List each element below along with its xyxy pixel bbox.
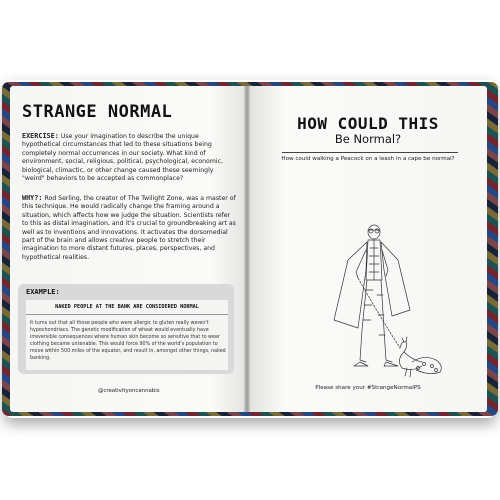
prompt-subtitle: Be Normal? (334, 132, 402, 146)
exercise-label: EXERCISE: (22, 132, 59, 140)
prompt-question: How could walking a Peacock on a leash in a cape be normal? (281, 156, 455, 162)
why-label: WHY?: (22, 194, 43, 202)
man-with-peacock-illustration (312, 220, 452, 380)
social-handle: @creativityoncannabis (98, 388, 160, 394)
why-text: Rod Serling, the creator of The Twilight Zone, was a master of this technique. He would radically change the framing around a situation, which affects how we judge the situation. Scientists refer to this as distal imagination, and it's crucial to groundbreaking art as well as to inventions and innovations. It activates the dorsomedial part of the brain and allows creative people to stretch their imagination to more distant futures, places, perspectives, and hypothetical realities. (22, 195, 236, 261)
example-text: It turns out that all those people who were allergic to gluten really weren't hypochondriacs. The genetic modification of wheat would eventually have irreversible consequences where human skin become so sensitive that to wear clothing became untenable. This would force 90% of the world's population to move within 500 miles of the equator, and result in, amongst other things, naked banking. (30, 321, 226, 361)
prompt-title: HOW COULD THIS (297, 114, 439, 133)
share-hashtag: Please share your #StrangeNormalPS (315, 385, 421, 391)
why-paragraph (22, 194, 238, 262)
exercise-text: Use your imagination to describe the unique hypothetical circumstances that led to these situations being completely normal occurrences in our society. What kind of environment, social, religious, political, psychological, economic, biological, climactic, or other change caused these seemingly "weird" behaviors to be accepted as commonplace? (22, 133, 223, 183)
exercise-paragraph (22, 132, 238, 183)
title-divider (282, 152, 458, 153)
example-divider (26, 314, 228, 315)
example-heading: NAKED PEOPLE AT THE BANK ARE CONSIDERED NORMAL (55, 304, 199, 310)
example-label: EXAMPLE: (26, 288, 60, 296)
page-title: STRANGE NORMAL (22, 102, 173, 122)
